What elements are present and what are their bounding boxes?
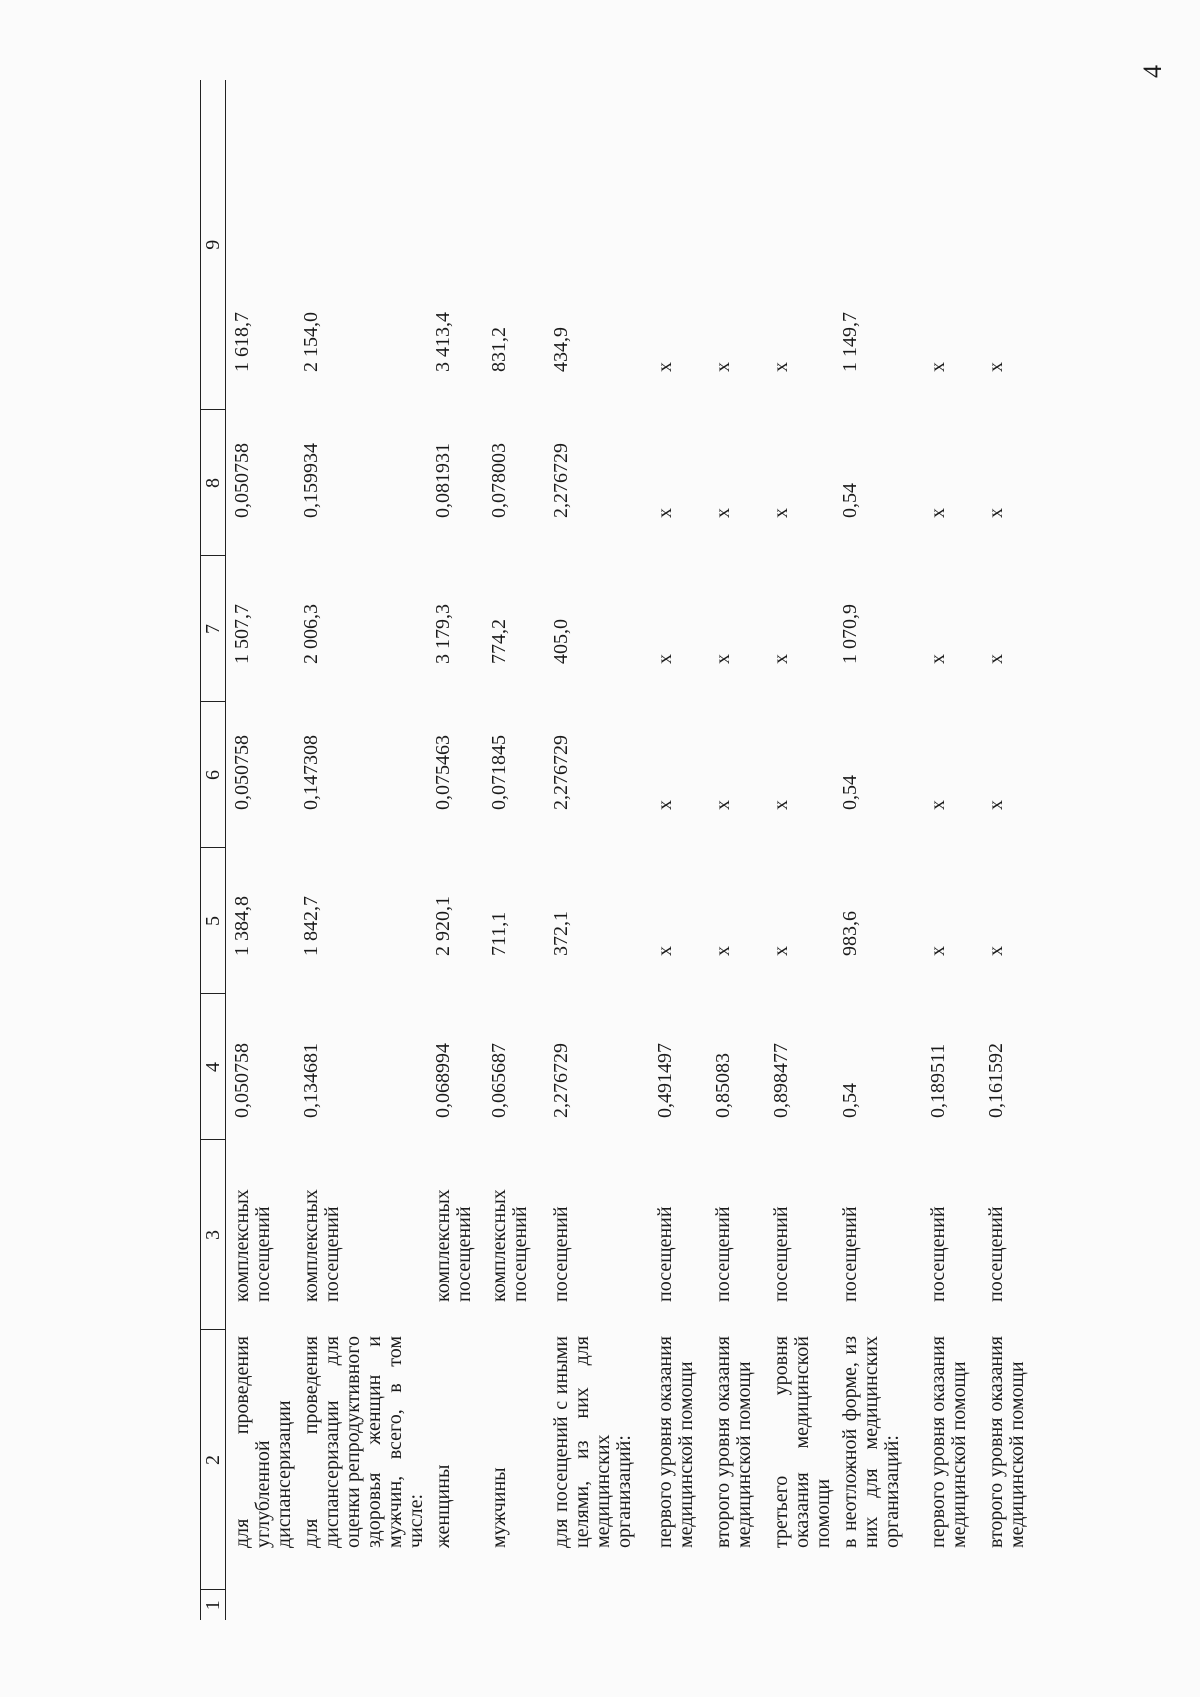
cell-value: 2 006,3 <box>300 604 322 664</box>
cell-value: х <box>985 362 1007 372</box>
cell-value: 2 920,1 <box>432 896 454 956</box>
row-unit: посещений <box>839 1206 861 1302</box>
cell-value: 0,54 <box>839 1083 861 1118</box>
cell-value: х <box>712 362 734 372</box>
row-name: для посещений с иными целями, из них для медицинских организаций: <box>550 1336 635 1548</box>
cell-value: х <box>770 800 792 810</box>
row-unit: комплексных посещений <box>231 1189 274 1302</box>
cell-value: 1 070,9 <box>839 604 861 664</box>
cell-value: 774,2 <box>488 619 510 664</box>
row-name: для проведения диспансеризации для оценки репродуктивного здоровья женщин и мужчин, всего, в том числе: <box>300 1336 427 1548</box>
cell-value: 0,071845 <box>488 735 510 810</box>
cell-value: 2,276729 <box>550 1043 572 1118</box>
column-header: 6 <box>201 702 226 848</box>
row-name: в неотложной форме, из них для медицинских организаций: <box>839 1336 903 1548</box>
page-number: 4 <box>1138 65 1167 78</box>
cell-value: 1 842,7 <box>300 896 322 956</box>
row-name: первого уровня оказания медицинской помощи <box>927 1336 970 1548</box>
cell-value: х <box>927 946 949 956</box>
cell-value: 0,050758 <box>231 1043 253 1118</box>
cell-value: х <box>770 946 792 956</box>
cell-value: 0,134681 <box>300 1043 322 1118</box>
cell-value: х <box>985 654 1007 664</box>
cell-value: х <box>927 800 949 810</box>
cell-value: 0,147308 <box>300 735 322 810</box>
row-name: третьего уровня оказания медицинской помощи <box>770 1336 834 1548</box>
cell-value: х <box>985 946 1007 956</box>
row-name: второго уровня оказания медицинской помощи <box>985 1336 1028 1548</box>
cell-value: 0,189511 <box>927 1043 949 1118</box>
column-header: 2 <box>201 1330 226 1590</box>
cell-value: 405,0 <box>550 619 572 664</box>
table-row <box>765 80 834 1620</box>
cell-value: х <box>927 654 949 664</box>
cell-value: 0,081931 <box>432 443 454 518</box>
table-row <box>707 80 765 1620</box>
cell-value: 0,065687 <box>488 1043 510 1118</box>
cell-value: х <box>712 946 734 956</box>
table-row <box>483 80 545 1620</box>
cell-value: х <box>654 800 676 810</box>
cell-value: х <box>770 654 792 664</box>
row-unit: комплексных посещений <box>432 1189 475 1302</box>
row-name: для проведения углубленной диспансеризации <box>231 1336 295 1548</box>
cell-value: 2,276729 <box>550 735 572 810</box>
cell-value: х <box>985 800 1007 810</box>
table-row <box>980 80 1038 1620</box>
cell-value: х <box>654 362 676 372</box>
cell-value: х <box>654 508 676 518</box>
cell-value: 0,068994 <box>432 1043 454 1118</box>
cell-value: 0,075463 <box>432 735 454 810</box>
cell-value: х <box>654 654 676 664</box>
cell-value: х <box>712 654 734 664</box>
cell-value: 0,85083 <box>712 1053 734 1118</box>
cell-value: 0,159934 <box>300 443 322 518</box>
cell-value: 0,161592 <box>985 1043 1007 1118</box>
cell-value: 2 154,0 <box>300 312 322 372</box>
cell-value: 831,2 <box>488 327 510 372</box>
table-row <box>922 80 980 1620</box>
column-header: 8 <box>201 410 226 556</box>
cell-value: 3 179,3 <box>432 604 454 664</box>
row-unit: комплексных посещений <box>300 1189 343 1302</box>
cell-value: х <box>770 508 792 518</box>
cell-value: х <box>712 508 734 518</box>
table-row <box>295 80 427 1620</box>
rotated-table-sheet <box>200 80 1200 1620</box>
cell-value: 0,078003 <box>488 443 510 518</box>
header-row <box>201 80 226 1620</box>
table-row <box>427 80 483 1620</box>
row-unit: посещений <box>770 1206 792 1302</box>
cell-value: 0,54 <box>839 775 861 810</box>
row-unit: посещений <box>985 1206 1007 1302</box>
cell-value: 1 149,7 <box>839 312 861 372</box>
cell-value: 983,6 <box>839 911 861 956</box>
data-table <box>200 80 1038 1620</box>
cell-value: 711,1 <box>488 911 510 956</box>
column-header: 7 <box>201 556 226 702</box>
row-unit: посещений <box>654 1206 676 1302</box>
row-unit: комплексных посещений <box>488 1189 531 1302</box>
cell-value: 372,1 <box>550 911 572 956</box>
cell-value: х <box>927 362 949 372</box>
table-row <box>226 80 296 1620</box>
column-header: 3 <box>201 1140 226 1330</box>
row-name: первого уровня оказания медицинской помощи <box>654 1336 697 1548</box>
cell-value: 0,898477 <box>770 1043 792 1118</box>
row-unit: посещений <box>927 1206 949 1302</box>
column-header: 9 <box>201 80 226 410</box>
table-row <box>834 80 922 1620</box>
column-header: 5 <box>201 848 226 994</box>
cell-value: х <box>770 362 792 372</box>
cell-value: 0,050758 <box>231 735 253 810</box>
cell-value: х <box>985 508 1007 518</box>
row-unit: посещений <box>712 1206 734 1302</box>
cell-value: 0,54 <box>839 483 861 518</box>
column-header: 1 <box>201 1590 226 1620</box>
cell-value: 0,050758 <box>231 443 253 518</box>
cell-value: 3 413,4 <box>432 312 454 372</box>
cell-value: 1 618,7 <box>231 312 253 372</box>
cell-value: х <box>927 508 949 518</box>
cell-value: 1 384,8 <box>231 896 253 956</box>
cell-value: 0,491497 <box>654 1043 676 1118</box>
row-name: второго уровня оказания медицинской помощи <box>712 1336 755 1548</box>
row-name: женщины <box>432 1464 454 1548</box>
cell-value: х <box>712 800 734 810</box>
cell-value: 434,9 <box>550 327 572 372</box>
row-name: мужчины <box>488 1467 510 1548</box>
table-row <box>649 80 707 1620</box>
table-row <box>545 80 649 1620</box>
cell-value: х <box>654 946 676 956</box>
cell-value: 1 507,7 <box>231 604 253 664</box>
column-header: 4 <box>201 994 226 1140</box>
cell-value: 2,276729 <box>550 443 572 518</box>
row-unit: посещений <box>550 1206 572 1302</box>
